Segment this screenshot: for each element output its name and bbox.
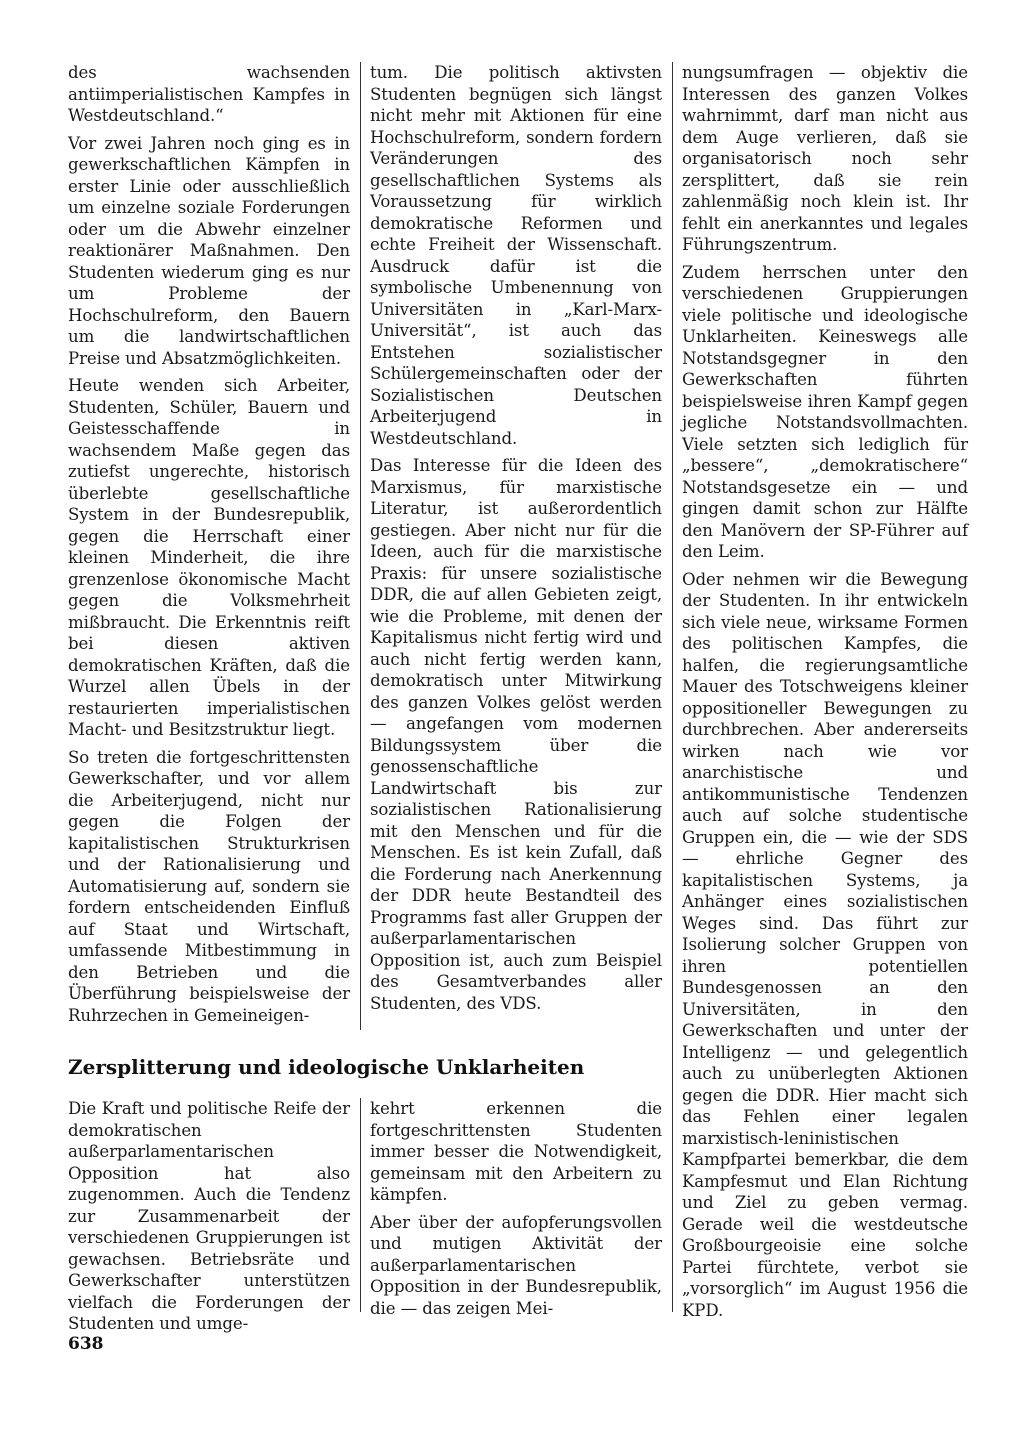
paragraph: Oder nehmen wir die Bewegung der Studenten. In ihr entwickeln sich viele neue, wirksame Formen des politischen Kampfes, die halfen, die regierungsamtliche Mauer des Totschweigens kleiner oppositioneller Bewegungen zu durchbrechen. Aber andererseits wirken nach wie vor anarchistische und antikommunistische Tendenzen auch auf solche studentische Gruppen ein, die — wie der SDS — ehrliche Gegner des kapitalistischen Systems, ja Anhänger eines sozialistischen Weges sind. Das führt zur Isolierung solcher Gruppen von ihren potentiellen Bundesgenossen an den Universitäten, in den Gewerkschaften und unter der Intelligenz — und gelegentlich auch zu unüberlegten Aktionen gegen die DDR. Hier macht sich das Fehlen einer legalen marxistisch-leninistischen Kampfpartei bemerkbar, die dem Kampfesmut und Elan Richtung und Ziel zu geben vermag. Gerade weil die westdeutsche Großbourgeoisie eine solche Partei fürchtete, verbot sie „vorsorglich“ im August 1956 die KPD. [682,569,968,1320]
paragraph: Das Interesse für die Ideen des Marxismus, für marxistische Literatur, ist außerordentlich gestiegen. Aber nicht nur für die Ideen, auch für die marxistische Praxis: für unsere sozialistische DDR, die auf allen Gebieten zeigt, wie die Probleme, mit denen der Kapitalismus nicht fertig wird und auch nicht fertig werden kann, demokratisch unter Mitwirkung des ganzen Volkes gelöst werden — angefangen vom modernen Bildungssystem über die genossenschaftliche Landwirtschaft bis zur sozialistischen Rationalisierung mit den Menschen und für die Menschen. Es ist kein Zufall, daß die Forderung nach Anerkennung der DDR heute Bestandteil des Programms fast aller Gruppen der außerparlamentarischen Opposition ist, auch zum Beispiel des Gesamtverbandes aller Studenten, des VDS. [370,456,662,1013]
paragraph: Vor zwei Jahren noch ging es in gewerkschaftlichen Kämpfen in erster Linie oder ausschließlich um einzelne soziale Forderungen oder um die Abwehr einzelner reaktionärer Maßnahmen. Den Studenten wiederum ging es nur um Probleme der Hochschulreform, den Bauern um die landwirtschaftlichen Preise und Absatzmöglichkeiten. [68,133,350,368]
section-heading: Zersplitterung und ideologische Unklarheiten [68,1055,585,1079]
section-column-1 [68,1098,350,1335]
column-3 [682,62,968,1321]
column-divider [672,62,673,1312]
column-divider [360,1098,361,1312]
page-number: 638 [68,1334,104,1354]
column-2 [370,62,662,1014]
paragraph: So treten die fortgeschrittensten Gewerkschafter, und vor allem die Arbeiterjugend, nicht nur gegen die Folgen der kapitalistischen Strukturkrisen und der Rationalisierung und Automatisierung auf, sondern sie fordern entscheidenden Einfluß auf Staat und Wirtschaft, umfassende Mitbestimmung in den Betrieben und die Überführung beispielsweise der Ruhrzechen in Gemeineigen- [68,747,350,1025]
paragraph: nungsumfragen — objektiv die Interessen des ganzen Volkes wahrnimmt, darf man nicht aus dem Auge verlieren, daß sie organisatorisch noch sehr zersplittert, daß sie rein zahlenmäßig noch klein ist. Ihr fehlt ein anerkanntes und legales Führungszentrum. [682,63,968,254]
column-1 [68,62,350,1026]
column-divider [360,62,361,1030]
paragraph: des wachsenden antiimperialistischen Kampfes in Westdeutschland.“ [68,63,350,125]
paragraph: Zudem herrschen unter den verschiedenen Gruppierungen viele politische und ideologische Unklarheiten. Keineswegs alle Notstandsgegner in den Gewerkschaften führten beispielsweise ihren Kampf gegen jegliche Notstandsvollmachten. Viele setzten sich lediglich für „bessere“, „demokratischere“ Notstandsgesetze ein — und gingen damit schon zur Hälfte den Manövern der SP-Führer auf den Leim. [682,262,968,561]
paragraph: tum. Die politisch aktivsten Studenten begnügen sich längst nicht mehr mit Aktionen für eine Hochschulreform, sondern fordern Veränderungen des gesellschaftlichen Systems als Voraussetzung für wirklich demokratische Reformen und echte Freiheit der Wissenschaft. Ausdruck dafür ist die symbolische Umbenennung von Universitäten in „Karl-Marx-Universität“, ist auch das Entstehen sozialistischer Schülergemeinschaften oder der Sozialistischen Deutschen Arbeiterjugend in Westdeutschland. [370,63,662,448]
paragraph: Aber über der aufopferungsvollen und mutigen Aktivität der außerparlamentarischen Opposition in der Bundesrepublik, die — das zeigen Mei- [370,1212,662,1318]
paragraph: kehrt erkennen die fortgeschrittensten Studenten immer besser die Notwendigkeit, gemeinsam mit den Arbeitern zu kämpfen. [370,1099,662,1204]
paragraph: Die Kraft und politische Reife der demokratischen außerparlamentarischen Opposition hat also zugenommen. Auch die Tendenz zur Zusammenarbeit der verschiedenen Gruppierungen ist gewachsen. Betriebsräte und Gewerkschafter unterstützen vielfach die Forderungen der Studenten und umge- [68,1099,350,1333]
paragraph: Heute wenden sich Arbeiter, Studenten, Schüler, Bauern und Geistesschaffende in wachsendem Maße gegen das zutiefst ungerechte, historisch überlebte gesellschaftliche System in der Bundesrepublik, gegen die Herrschaft einer kleinen Minderheit, die ihre grenzenlose ökonomische Macht gegen die Volksmehrheit mißbraucht. Die Erkenntnis reift bei diesen aktiven demokratischen Kräften, daß die Wurzel allen Übels in der restaurierten imperialistischen Macht- und Besitzstruktur liegt. [68,376,350,739]
section-column-2 [370,1098,662,1319]
